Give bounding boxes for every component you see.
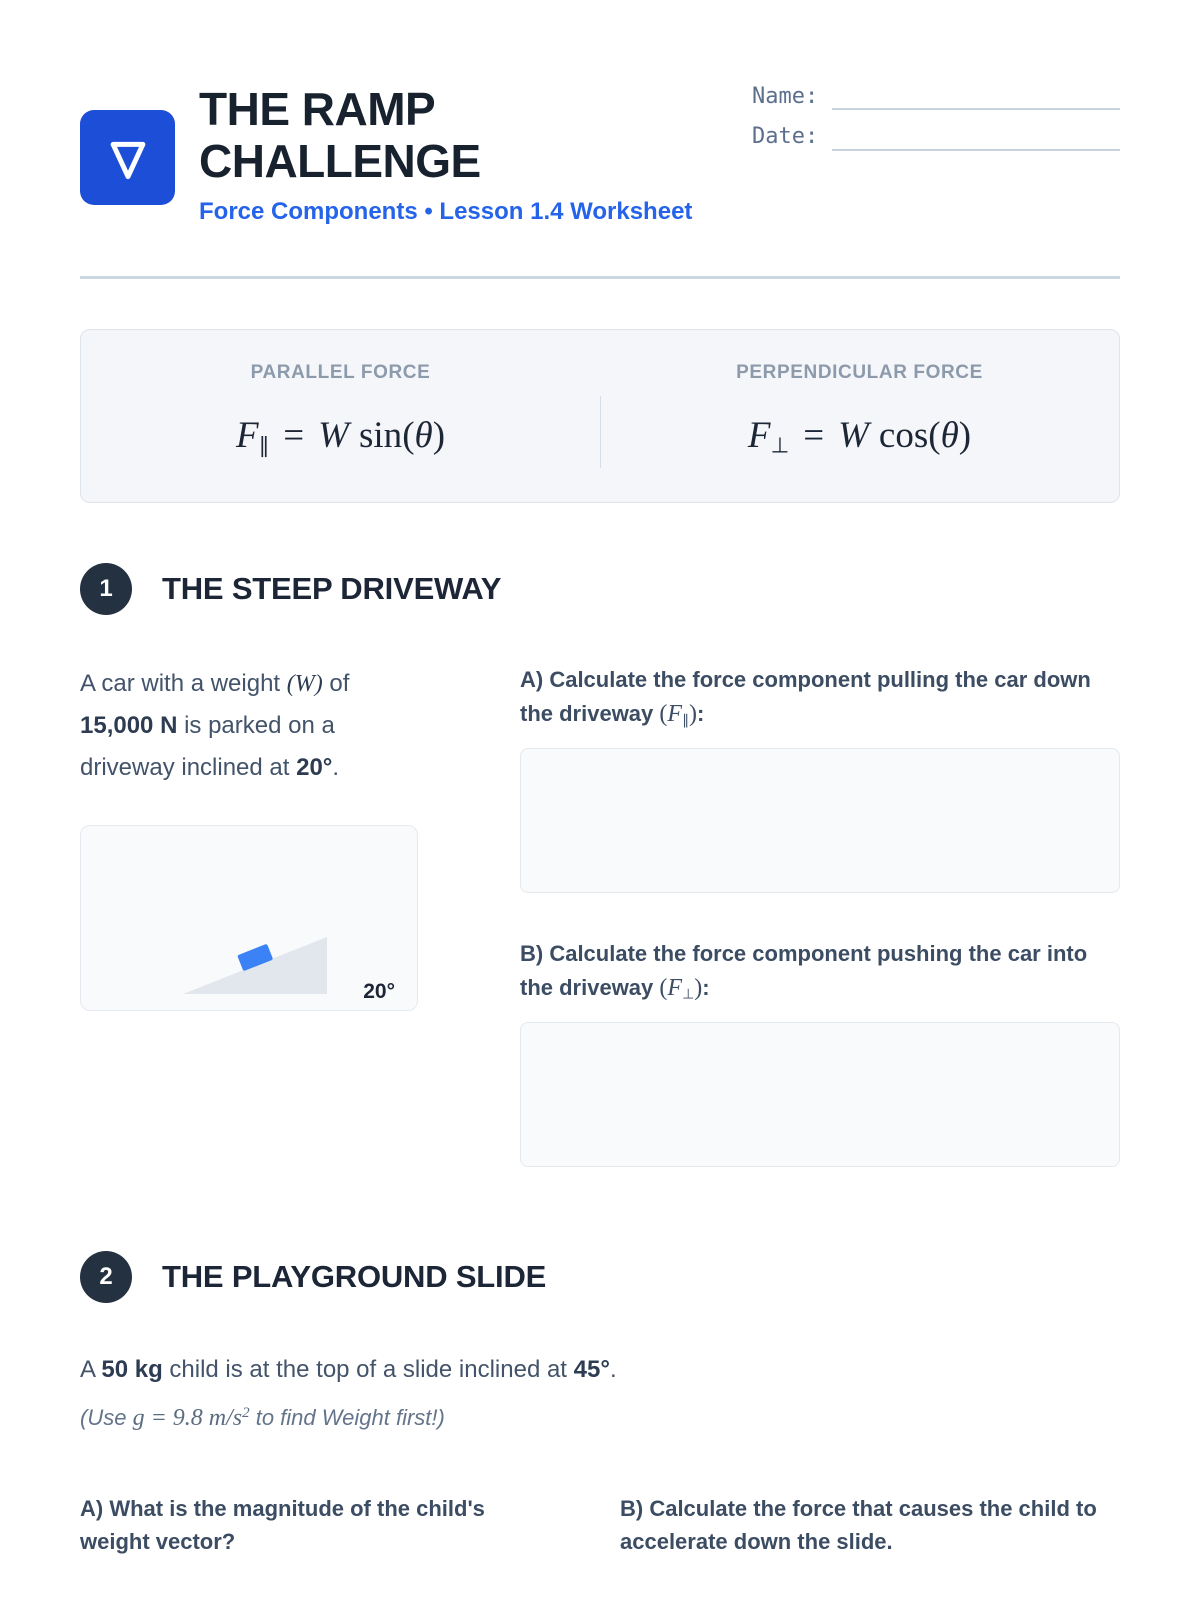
parallel-subscript: ∥: [258, 433, 270, 459]
open-paren: (: [402, 414, 415, 456]
triangle-down-icon: [97, 127, 159, 189]
close-paren: ): [432, 414, 446, 456]
section-2-header: [80, 1251, 1120, 1303]
equals-sign: =: [283, 414, 305, 456]
section-2-title: THE PLAYGROUND SLIDE: [162, 1259, 547, 1295]
date-input-line[interactable]: [832, 125, 1120, 151]
section-2-problem: [80, 1349, 1120, 1437]
question-1b-text: B) Calculate the force component pushing the car into the driveway (F⊥):: [520, 941, 1088, 1003]
section-1-number-badge: 1: [80, 563, 132, 615]
perpendicular-force-column: [600, 362, 1119, 458]
page-title-line2: CHALLENGE: [199, 134, 481, 187]
section-1-header: [80, 563, 1120, 615]
section-2-number-badge: 2: [80, 1251, 132, 1303]
f-perpendicular-symbol: F⊥: [667, 975, 695, 1003]
cos-function: cos: [878, 414, 929, 456]
perpendicular-force-formula: [600, 414, 1119, 458]
answer-box-1a[interactable]: [520, 748, 1120, 893]
name-input-line[interactable]: [832, 84, 1120, 110]
question-1a-block: [520, 663, 1120, 893]
section-2-problem-text: A 50 kg child is at the top of a slide inclined at 45°.: [80, 1356, 617, 1384]
section-1-title: THE STEEP DRIVEWAY: [162, 571, 502, 607]
gravity-hint-text: (Use g = 9.8 $m/s^2$ to find Weight first!): [80, 1405, 445, 1432]
f-parallel-symbol: F∥: [667, 701, 690, 729]
section-1-left-column: [80, 663, 420, 1167]
weight-var: W: [838, 414, 869, 456]
parallel-force-formula: [81, 414, 600, 458]
question-2b-text: B) Calculate the force that causes the child to accelerate down the slide.: [620, 1495, 1097, 1554]
weight-symbol: (W): [286, 671, 323, 698]
equals-sign: =: [803, 414, 825, 456]
name-label: Name:: [752, 84, 819, 109]
question-1b-block: [520, 937, 1120, 1167]
open-paren: (: [928, 414, 941, 456]
name-row: [752, 84, 1120, 110]
logo: [80, 110, 175, 205]
perpendicular-force-label: PERPENDICULAR FORCE: [736, 361, 983, 383]
date-row: [752, 124, 1120, 150]
close-paren: ): [958, 414, 972, 456]
section-1-right-column: [520, 663, 1120, 1167]
title-block: [199, 84, 692, 226]
formula-card: [80, 329, 1120, 503]
question-2a-text: A) What is the magnitude of the child's weight vector?: [80, 1495, 485, 1554]
parallel-force-label: PARALLEL FORCE: [250, 361, 431, 383]
driveway-angle-value: 20°: [296, 754, 333, 782]
page-subtitle: Force Components • Lesson 1.4 Worksheet: [199, 197, 693, 225]
weight-var: W: [318, 414, 349, 456]
formula-f-var: F: [747, 414, 771, 456]
page-title-line1: THE RAMP: [199, 83, 436, 135]
formula-f-var: F: [235, 414, 259, 456]
page-title: [199, 84, 692, 188]
diagram-angle-label: 20°: [363, 980, 395, 1004]
header: [80, 84, 1120, 226]
theta-var: θ: [940, 414, 959, 456]
slide-angle-value: 45°: [573, 1356, 610, 1384]
gravity-symbol: g = 9.8 $m/s^2$: [132, 1405, 250, 1432]
child-mass-value: 50 kg: [101, 1356, 163, 1384]
date-label: Date:: [752, 124, 819, 150]
theta-var: θ: [414, 414, 433, 456]
question-1a-text: A) Calculate the force component pulling the car down the driveway (F∥):: [520, 667, 1091, 729]
section-1-problem-text: A car with a weight (W) of 15,000 N is parked on a driveway inclined at 20°.: [80, 670, 350, 782]
ramp-diagram: [80, 825, 418, 1011]
sin-function: sin: [359, 414, 403, 456]
header-divider: [80, 276, 1120, 279]
answer-box-1b[interactable]: [520, 1022, 1120, 1167]
name-date-block: [752, 84, 1120, 165]
section-2-questions: [80, 1492, 1120, 1558]
car-weight-value: 15,000 N: [80, 712, 178, 740]
section-1-body: [80, 663, 1120, 1167]
perpendicular-subscript: ⊥: [770, 433, 790, 459]
formula-divider: [600, 396, 601, 468]
parallel-force-column: [81, 362, 600, 458]
